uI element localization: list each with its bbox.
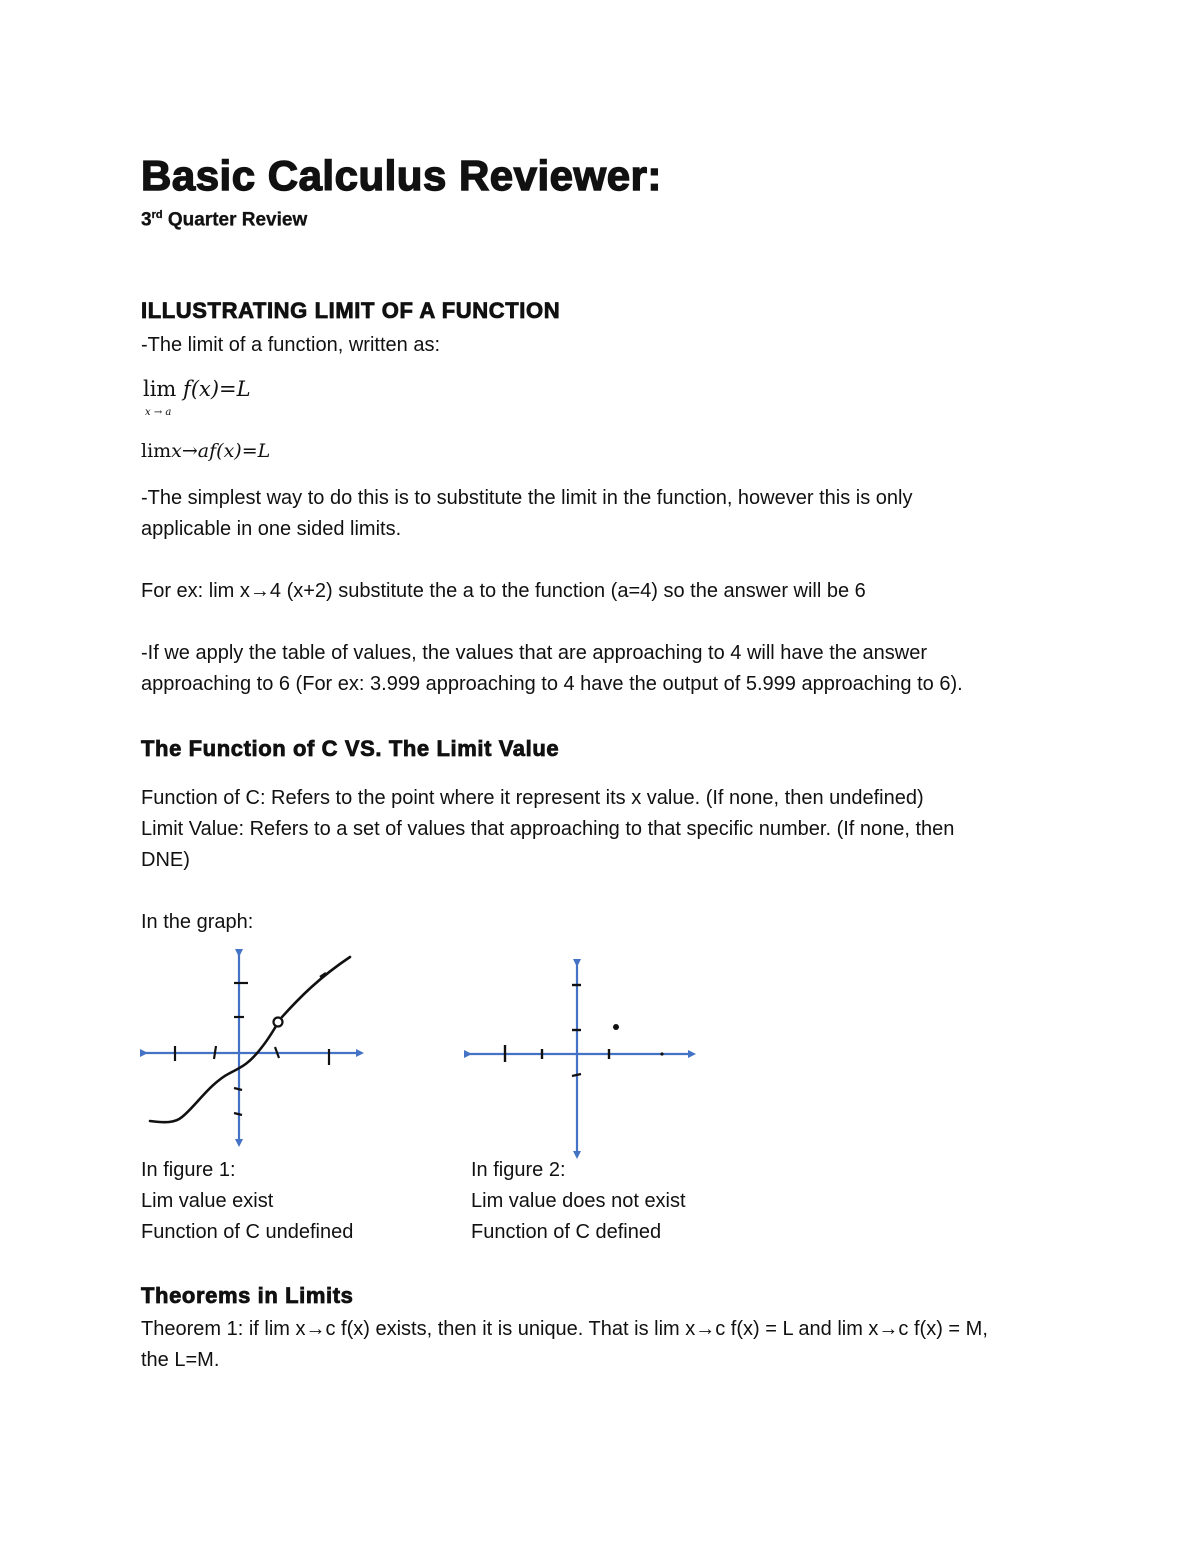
figure-1-curve [150,957,350,1122]
section-heading-function-vs-limit: The Function of C VS. The Limit Value [141,736,560,761]
paragraph-example: For ex: lim x→4 (x+2) substitute the a to the function (a=4) so the answer will be 6 [141,580,866,602]
section-heading-theorems: Theorems in Limits [141,1283,354,1308]
document-subtitle: 3rd Quarter Review [141,209,308,231]
figure-1-ticks [175,983,329,1115]
figure-2-graph [460,955,700,1160]
limit-formula-inline: limx→af(x)=L [141,440,271,462]
figure-1-caption: In figure 1: Lim value exist Function of C undefined [141,1159,354,1243]
limit-formula-subscript: x → a [145,407,172,418]
figure-2-caption: In figure 2: Lim value does not exist Function of C defined [471,1159,686,1243]
figure-1-graph [130,945,370,1150]
definition-block: Function of C: Refers to the point where it represent its x value. (If none, then undefined) Limit Value: Refers to a set of values that approaching to that specific number. (If none, then DNE) [141,787,955,871]
limit-intro: -The limit of a function, written as: [141,334,441,356]
theorem-1: Theorem 1: if lim x→c f(x) exists, then it is unique. That is lim x→c f(x) = L and lim x→c f(x) = M, the L=M. [141,1318,988,1371]
paragraph-substitution: -The simplest way to do this is to substitute the limit in the function, however this is only applicable in one sided limits. [141,487,913,540]
paragraph-table-of-values: -If we apply the table of values, the values that are approaching to 4 will have the answer approaching to 6 (For ex: 3.999 approaching to 4 have the output of 5.999 approaching to 6). [141,642,963,695]
limit-formula: lim f(x)=L [143,377,251,401]
figure-1-open-point [274,1018,283,1027]
graph-label: In the graph: [141,911,254,933]
figure-2-ticks [505,985,609,1076]
section-heading-limit: ILLUSTRATING LIMIT OF A FUNCTION [141,298,561,323]
figure-2-closed-point [613,1024,619,1030]
document-title: Basic Calculus Reviewer: [141,152,662,199]
